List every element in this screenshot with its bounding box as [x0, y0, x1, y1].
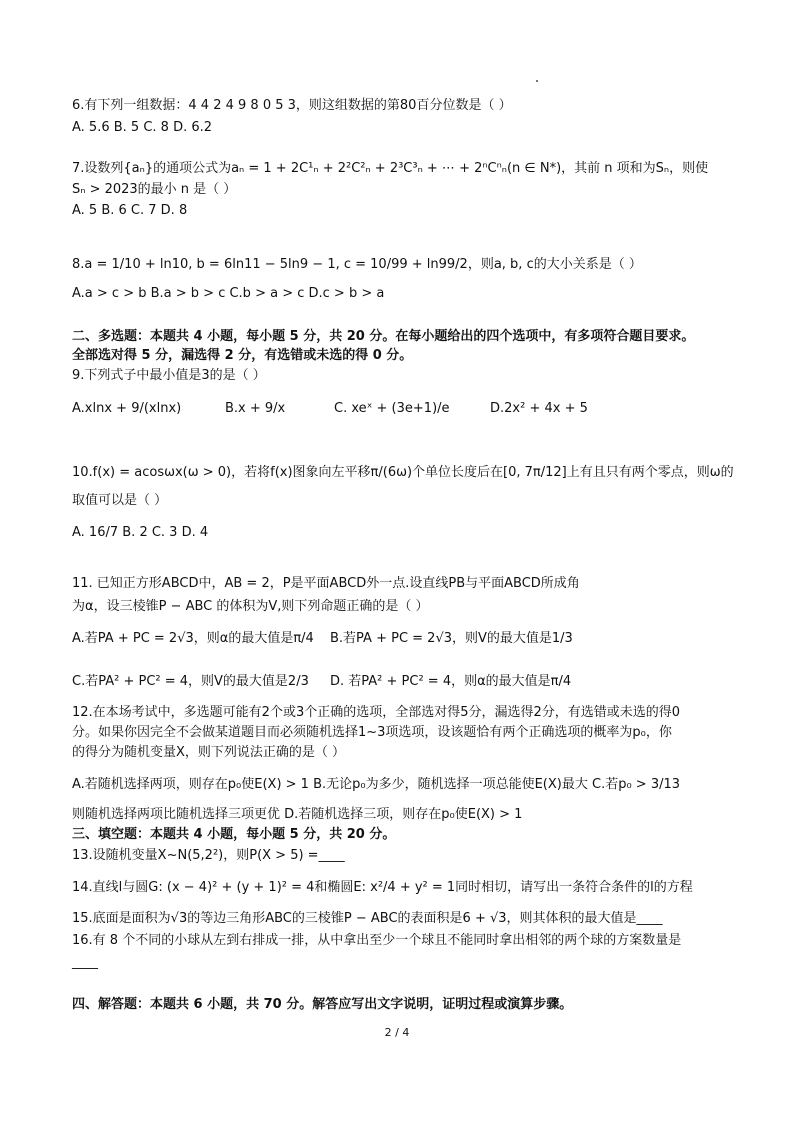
q10-options: A. 16/7 B. 2 C. 3 D. 4 — [72, 525, 209, 540]
q7-line1: 7.设数列{aₙ}的通项公式为aₙ = 1 + 2C¹ₙ + 2²C²ₙ + 2³C³ₙ + ⋯ + 2ⁿCⁿₙ(n ∈ N*)，其前 n 项和为Sₙ，则使 — [72, 161, 709, 176]
q9-option-b: B.x + 9/x — [225, 401, 286, 416]
q12-line2: 分。如果你因完全不会做某道题目而必须随机选择1~3项选项，设该题恰有两个正确选项的概率为p₀，你 — [72, 725, 672, 740]
q12-line5: 则随机选择两项比随机选择三项更优 D.若随机选择三项，则存在p₀使E(X) > 1 — [72, 807, 523, 822]
q8-options: A.a > c > b B.a > b > c C.b > a > c D.c > b > a — [72, 286, 385, 301]
section2-heading-line1: 二、多选题：本题共 4 小题，每小题 5 分，共 20 分。在每小题给出的四个选项中，有多项符合题目要求。 — [72, 329, 695, 344]
q7-line2: Sₙ > 2023的最小 n 是（ ） — [72, 182, 237, 197]
q13: 13.设随机变量X~N(5,2²)，则P(X > 5) =____ — [72, 848, 345, 863]
q14: 14.直线l与圆G: (x − 4)² + (y + 1)² = 4和椭圆E: x²/4 + y² = 1同时相切，请写出一条符合条件的l的方程 — [72, 880, 693, 895]
q11-option-b: B.若PA + PC = 2√3，则V的最大值是1/3 — [330, 631, 573, 646]
q12-line3: 的得分为随机变量X，则下列说法正确的是（ ） — [72, 745, 346, 760]
q9-stem: 9.下列式子中最小值是3的是（ ） — [72, 368, 266, 383]
section4-heading: 四、解答题：本题共 6 小题，共 70 分。解答应写出文字说明，证明过程或演算步骤。 — [72, 997, 573, 1012]
section2-heading-line2: 全部选对得 5 分，漏选得 2 分，有选错或未选的得 0 分。 — [72, 348, 413, 363]
q15: 15.底面是面积为√3的等边三角形ABC的三棱锥P − ABC的表面积是6 + √3，则其体积的最大值是____ — [72, 911, 663, 926]
q8-stem: 8.a = 1/10 + ln10, b = 6ln11 − 5ln9 − 1, c = 10/99 + ln99/2，则a, b, c的大小关系是（ ） — [72, 257, 642, 272]
page-number: 2 / 4 — [384, 1026, 410, 1039]
q10-line1: 10.f(x) = acosωx(ω > 0)，若将f(x)图象向左平移π/(6ω)个单位长度后在[0, 7π/12]上有且只有两个零点，则ω的 — [72, 465, 734, 480]
q11-option-a: A.若PA + PC = 2√3，则α的最大值是π/4 — [72, 631, 314, 646]
stray-dot — [536, 80, 538, 82]
q16-line1: 16.有 8 个不同的小球从左到右排成一排，从中拿出至少一个球且不能同时拿出相邻的两个球的方案数量是 — [72, 933, 682, 948]
q9-option-d: D.2x² + 4x + 5 — [490, 401, 588, 416]
q16-line2: ____ — [72, 955, 98, 970]
q10-line2: 取值可以是（ ） — [72, 493, 168, 508]
q7-options: A. 5 B. 6 C. 7 D. 8 — [72, 203, 188, 218]
section3-heading: 三、填空题：本题共 4 小题，每小题 5 分，共 20 分。 — [72, 827, 396, 842]
q6-options: A. 5.6 B. 5 C. 8 D. 6.2 — [72, 120, 213, 135]
q12-line1: 12.在本场考试中，多选题可能有2个或3个正确的选项，全部选对得5分，漏选得2分，有选错或未选的得0 — [72, 705, 681, 720]
q6-stem: 6.有下列一组数据：4 4 2 4 9 8 0 5 3，则这组数据的第80百分位数是（ ） — [72, 98, 512, 113]
q9-option-a: A.xlnx + 9/(xlnx) — [72, 401, 182, 416]
q11-line2: 为α，设三棱锥P − ABC 的体积为V,则下列命题正确的是（ ） — [72, 599, 429, 614]
q11-option-d: D. 若PA² + PC² = 4，则α的最大值是π/4 — [330, 674, 572, 689]
q9-option-c: C. xeˣ + (3e+1)/e — [334, 401, 450, 416]
q12-line4: A.若随机选择两项，则存在p₀使E(X) > 1 B.无论p₀为多少，随机选择一项总能使E(X)最大 C.若p₀ > 3/13 — [72, 777, 681, 792]
q11-option-c: C.若PA² + PC² = 4，则V的最大值是2/3 — [72, 674, 309, 689]
q11-line1: 11. 已知正方形ABCD中，AB = 2，P是平面ABCD外一点.设直线PB与平面ABCD所成角 — [72, 576, 580, 591]
